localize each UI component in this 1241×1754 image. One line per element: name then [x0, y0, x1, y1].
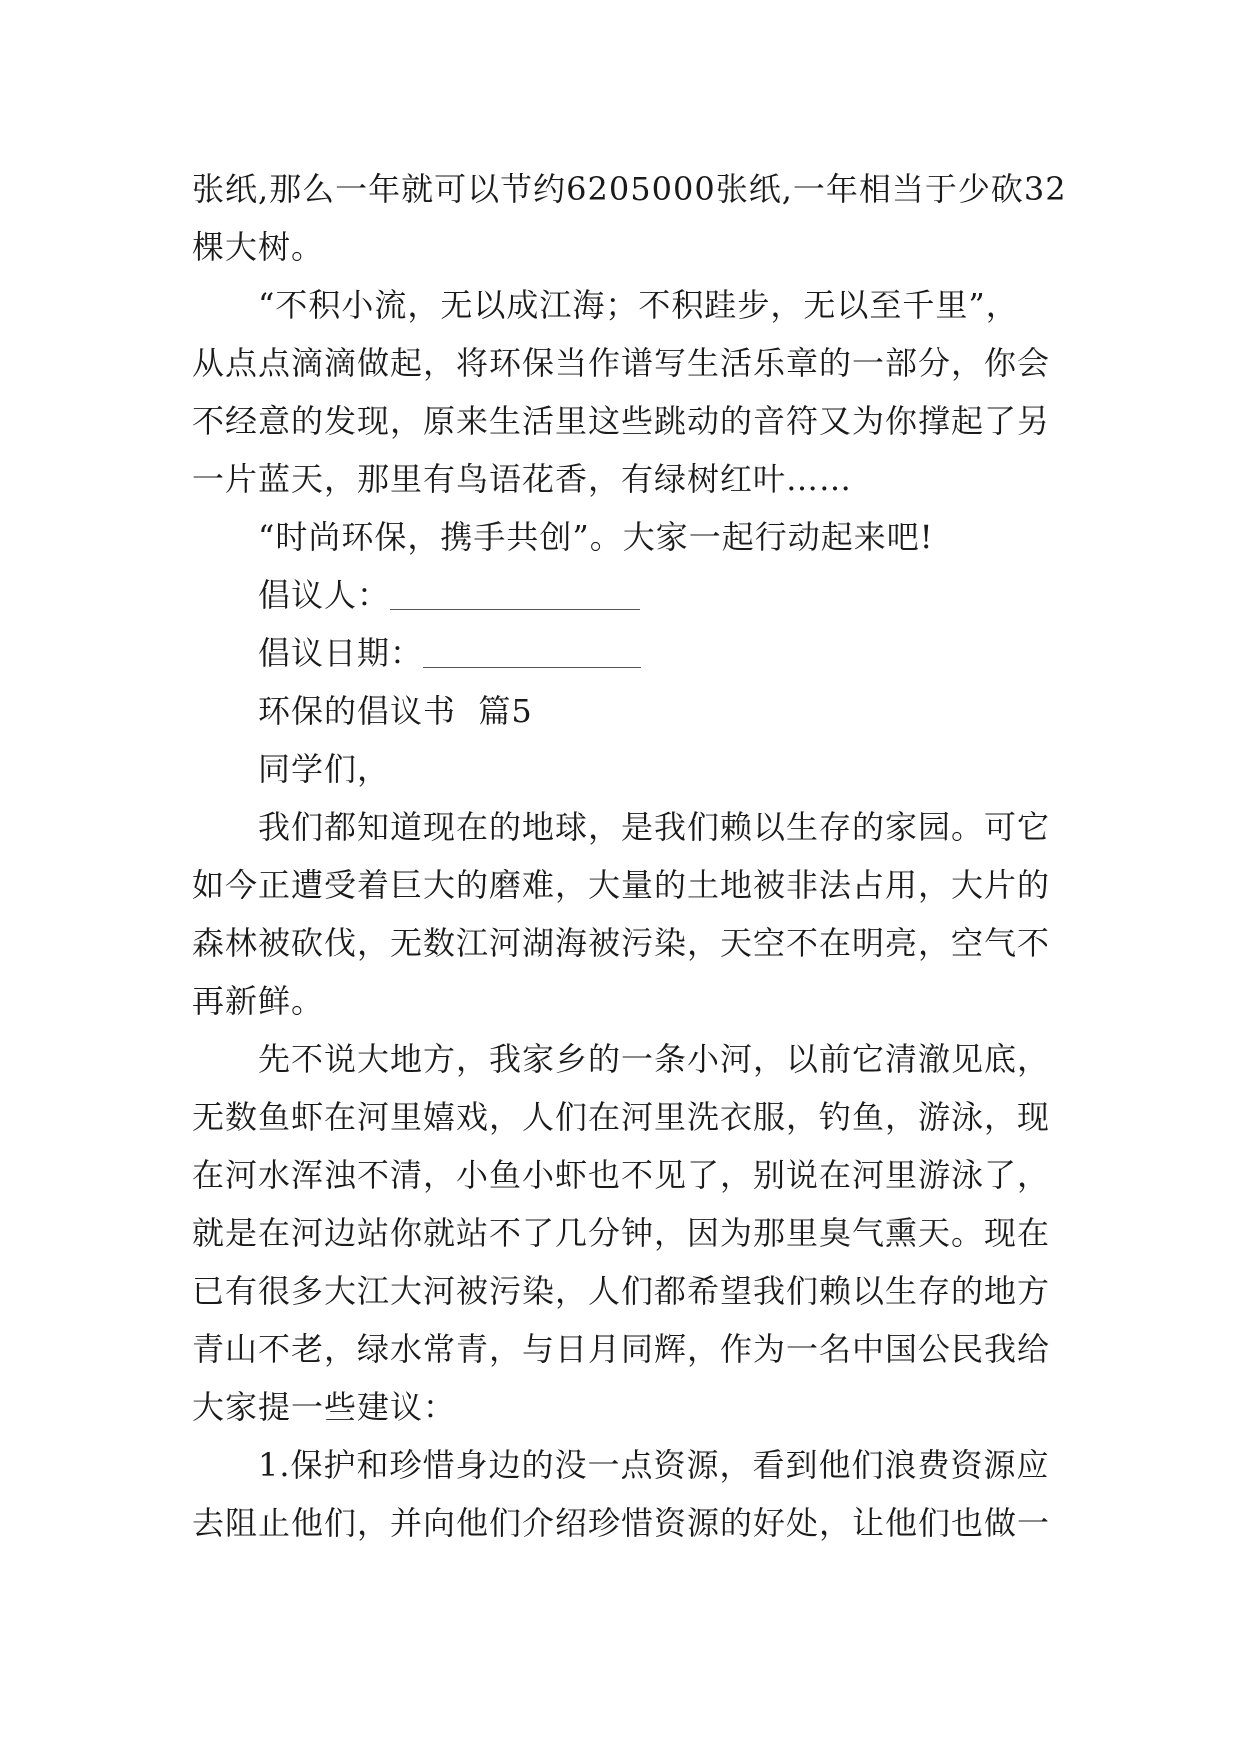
paragraph-line: 再新鲜。 [192, 982, 325, 1020]
paragraph-line: 森林被砍伐，无数江河湖海被污染，天空不在明亮，空气不 [192, 924, 1051, 962]
paragraph-line: 已有很多大江大河被污染，人们都希望我们赖以生存的地方 [192, 1272, 1051, 1310]
proposer-blank [390, 573, 640, 610]
paragraph-line: 一片蓝天，那里有鸟语花香，有绿树红叶…… [192, 460, 853, 498]
document-body [192, 160, 1067, 1552]
paragraph-line: 大家提一些建议： [192, 1388, 457, 1426]
section-heading: 环保的倡议书 篇5 [258, 692, 533, 730]
slogan-line: “时尚环保，携手共创”。大家一起行动起来吧! [258, 518, 934, 556]
proposal-date-blank [423, 631, 641, 668]
paragraph-line: 如今正遭受着巨大的磨难，大量的土地被非法占用，大片的 [192, 866, 1051, 904]
list-item-line: 1.保护和珍惜身边的没一点资源，看到他们浪费资源应 [258, 1446, 1050, 1484]
proposal-date-line [192, 624, 1062, 682]
proposer-label: 倡议人： [258, 576, 391, 614]
greeting-line: 同学们， [258, 750, 391, 788]
paragraph-line: 从点点滴滴做起，将环保当作谱写生活乐章的一部分，你会 [192, 344, 1051, 382]
paragraph-line: 青山不老，绿水常青，与日月同辉，作为一名中国公民我给 [192, 1330, 1051, 1368]
paragraph-line: 先不说大地方，我家乡的一条小河，以前它清澈见底， [258, 1040, 1051, 1078]
paragraph-line: 棵大树。 [192, 228, 325, 266]
paragraph-line: 我们都知道现在的地球，是我们赖以生存的家园。可它 [258, 808, 1051, 846]
quote-line: “不积小流，无以成江海；不积跬步，无以至千里”， [258, 286, 1019, 324]
proposal-date-label: 倡议日期： [258, 634, 424, 672]
list-item-line: 去阻止他们，并向他们介绍珍惜资源的好处，让他们也做一 [192, 1504, 1051, 1542]
paragraph-line: 无数鱼虾在河里嬉戏，人们在河里洗衣服，钓鱼，游泳，现 [192, 1098, 1051, 1136]
paragraph-line: 就是在河边站你就站不了几分钟，因为那里臭气熏天。现在 [192, 1214, 1051, 1252]
paragraph-line: 在河水浑浊不清，小鱼小虾也不见了，别说在河里游泳了， [192, 1156, 1051, 1194]
paragraph-line: 不经意的发现，原来生活里这些跳动的音符又为你撑起了另 [192, 402, 1051, 440]
paragraph-line: 张纸,那么一年就可以节约6205000张纸,一年相当于少砍32 [192, 170, 1067, 208]
proposer-line [192, 566, 1062, 624]
